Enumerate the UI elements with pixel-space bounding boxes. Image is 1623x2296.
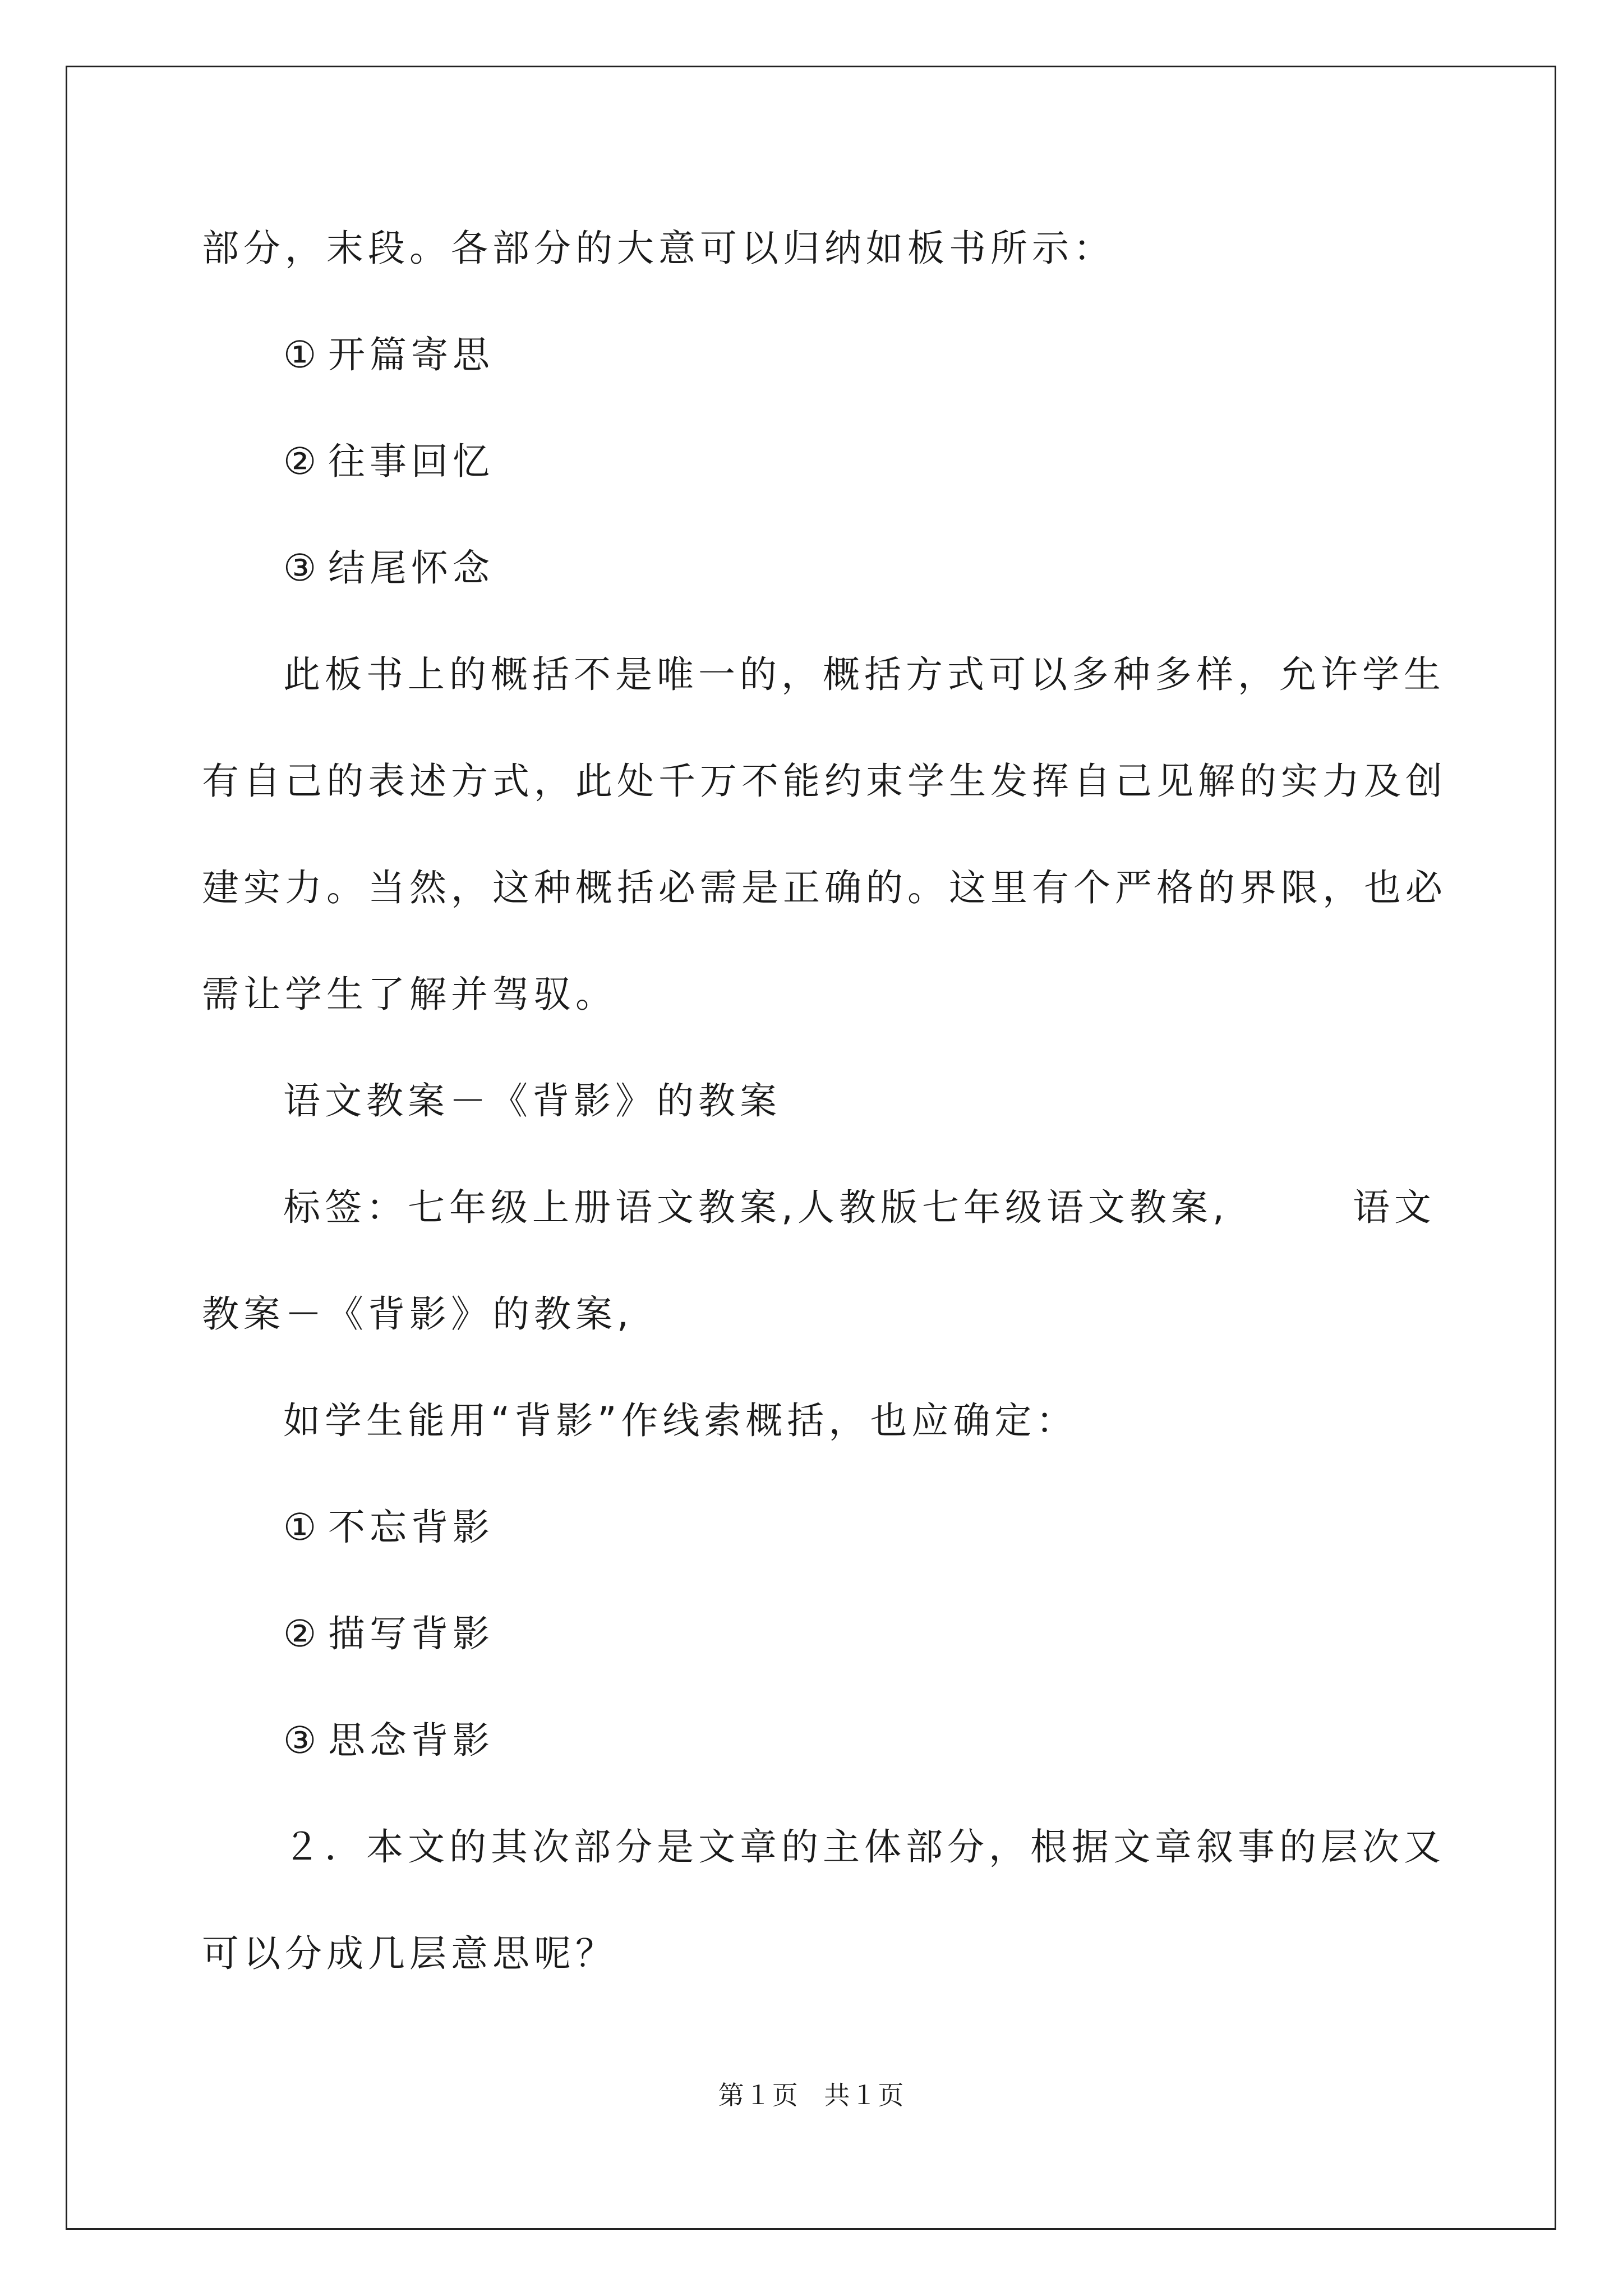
- paragraph-line: 可以分成几层意思呢？: [202, 1932, 617, 1975]
- paragraph-line: 建实力。当然，这种概括必需是正确的。这里有个严格的界限，也必: [202, 866, 1447, 909]
- paragraph-line: 有自己的表述方式，此处千万不能约束学生发挥自己见解的实力及创: [202, 760, 1447, 803]
- page-border: [66, 66, 1556, 2230]
- paragraph-line: 如学生能用“背影”作线索概括，也应确定：: [283, 1399, 1078, 1442]
- list-marker: ③: [283, 1719, 321, 1762]
- tags-line: [283, 1180, 1436, 1236]
- list-item-text: 开篇寄思: [328, 333, 494, 376]
- page-number: 第１页: [718, 2080, 799, 2110]
- list-item: [283, 1499, 1436, 1556]
- page-total: 共１页: [824, 2080, 905, 2110]
- tags-text-right: 语文: [1353, 1186, 1436, 1229]
- tags-line-continued: 教案－《背影》的教案,: [202, 1292, 633, 1336]
- paragraph-line: 部分，末段。各部分的大意可以归纳如板书所示：: [202, 227, 1115, 270]
- section-title: 语文教案－《背影》的教案: [283, 1079, 781, 1122]
- list-marker: ①: [283, 333, 321, 376]
- list-item: [283, 327, 1436, 383]
- list-marker: ②: [283, 440, 321, 483]
- paragraph-line: 需让学生了解并驾驭。: [202, 973, 617, 1016]
- list-item-text: 不忘背影: [328, 1506, 494, 1549]
- list-marker: ①: [283, 1506, 321, 1549]
- paragraph-line: 此板书上的概括不是唯一的，概括方式可以多种多样，允许学生: [283, 653, 1445, 696]
- list-item-text: 往事回忆: [328, 440, 494, 483]
- list-marker: ②: [283, 1612, 321, 1655]
- list-item-text: 描写背影: [328, 1612, 494, 1655]
- list-item: [283, 434, 1436, 490]
- list-item-text: 思念背影: [328, 1719, 494, 1762]
- list-item: [283, 540, 1436, 596]
- list-item: [283, 1606, 1436, 1662]
- list-marker: ③: [283, 546, 321, 590]
- list-item-text: 结尾怀念: [328, 546, 494, 590]
- list-item: [283, 1713, 1436, 1769]
- paragraph-line: ２．本文的其次部分是文章的主体部分，根据文章叙事的层次又: [283, 1825, 1445, 1869]
- tags-text: 标签：七年级上册语文教案,人教版七年级语文教案,: [283, 1186, 1229, 1229]
- page-footer: [0, 2078, 1623, 2112]
